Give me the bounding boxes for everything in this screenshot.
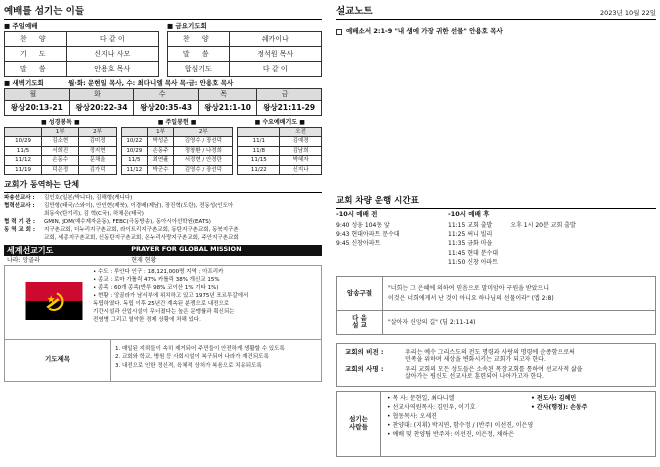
bulletin-date: 2023년 10월 22일 [599,8,656,17]
mission-country-row: 나라: 앙골라 현재 현황 [4,256,322,266]
mission-detail [4,266,322,340]
schedule-tables: ■ 성경봉독 ■ 1부 2부 10/29 김소현 김미정 11/5 서희진 정지현 11/12 손동수 문채울 11/19 덕은정 김가덕 ■ 주일봉헌 ■ 1부 2부 10/22 박성준 김영수 / 장선덕 10/29 손동주 정창환 / 나경희 11/5 최연휼 서정현 / 안경란 11/12 박군수 김영수 / 장선덕 ■ 수요예배기도 ■ 오전 11/1 김예경 11/8 김남희 11/15 박혜자 11/22 신지나 [4,119,322,175]
partner-org-list: 파송선교사 : 김인호(일본/박니다), 김해형(케니다) 협력선교사 : 김만형(태국/스와이), 안인현(제북), 이경배(제남), 장진혁(도란), 전동성(인도아 최동숙(탄기리), 김 혁(C국), 하채은(태국) 협 력 기 관 : GMIN, JDM(예수제자운동), FEBC(극동방송), 동아시아선학원(EATS) 동 역 교 회 : 지구촌교회, 더누리지구촌교회, 라이트리지구촌교회, 동탄지구촌교회, 동북지구촌 교회, 세종지구촌교회, 신동탄지구촌교회, 온누리사랑지구촌교회, 주안지구촌교회 [4,194,239,242]
bus-schedule: -10시 예배 전 9:40 성웅 104동 앞 9:43 현대아파트 문수대 9:45 신창아파트 -10시 예배 후 11:15 교회 출발 오후 1시 20분 교회 출발 11:25 써니 빌리 11:35 금화 마을 11:45 현대 분수대 11:50 신창 아파트 [336,210,576,266]
dawn-prayer-table: 월 화 수 목 금 왕상20:13-21 왕상20:22-34 왕상20:35-43 왕상21:1-10 왕상21:11-29 [4,88,322,116]
friday-prayer-table: 찬 양 쉐카이나 말 씀 정석원 목사 합심기도 다 같 이 [167,31,322,77]
mission-facts: • 수도 : 루안다 인구 : 18,121,000명 지역 : 아프리카 • 종교 : 로마 가톨릭 47% 카톨릭 38% 개신교 15% • 종족 : 60개 종족(반투 98% 코이산 1% 기타 1%) • 현황 : 앙골라가 남서부에 위치하고 있고 1975년 포르투갈에서 독립하였다. 독립 이후 25년간 계속된 분쟁으로 내전으로 기간시설과 산업시설이 무너졌다는 높은 문맹률과 획신되는 전염병 그리고 열악한 경제 상황에 처해 있다. [93,268,249,324]
sermon-line: 예배소서 2:1-9 "내 생에 가장 귀한 선물" 안용호 목사 [336,28,656,36]
offering-table: 1부 2부 10/22 박성준 김영수 / 장선덕 10/29 손동주 정창환 / 나경희 11/5 최연휼 서정현 / 안경란 11/12 박군수 김영수 / 장선덕 [121,127,234,175]
wednesday-prayer-table: 오전 11/1 김예경 11/8 김남희 11/15 박혜자 11/22 신지나 [237,127,322,175]
sermon-note-header: 설교노트 2023년 10월 22일 [336,6,656,20]
bus-schedule-section [336,196,656,457]
serving-people: 섬기는 사람들 • 목 사: 문현일, 최다니엘 • 선교사역원목사: 김민우, 이기호 • 협동목사: 오세진 • 찬양대: (지휘) 박지연, 함수정 / (반주) 이선진, 이은영 • 예배 및 찬양팀 반주자: 이선진, 이은정, 채하은 • 전도사: 김혜민 • 간사(행정): 손동주 [336,391,656,457]
dawn-prayer-header: ■ 새벽기도회 월·화: 문현일 목사, 수: 최다니엘 목사 목·금: 안용호 목사 [4,79,234,88]
sunday-service-title: ■ 주일예배 [4,22,38,31]
bus-schedule-title: 교회 차량 운행 시간표 [336,196,656,209]
church-vision: 교회의 비전 : 우리는 예수 그리스도의 전도 명령과 사랑의 명령에 순종함으로써 민족을 위하며 세상을 변화시키는 교회가 되고자 한다. 교회의 사명 : 우리 교회의 모든 성도들은 소속된 목장교회를 통하여 선교사적 삶을 살아가는 평신도 선교사로 훈련되어 나아가고자 한다. [336,343,656,387]
right-page [336,6,656,36]
sunday-service-table: 찬 양 다 같 이 기 도 신지나 사모 말 씀 안용호 목사 [4,31,159,77]
verse-table: 암송구절 "너희는 그 은혜에 의하여 믿음으로 말미암아 구원을 받았으니 이것은 너희에게서 난 것이 아니요 하나님의 선물이라" (엡 2:8) 다 음 설 교 "살아자 신앙의 길" (딤 2:11-14) [336,276,656,335]
checkbox-icon [336,29,342,35]
left-page [4,6,322,382]
angola-flag-icon [25,282,83,320]
section-title-worship-servers: 예배를 섬기는 이들 [4,6,322,20]
mission-prayer: 기도제목 1. 매일된 지뢰들이 속히 제거되어 주민들이 안전하게 생활할 수 있도록 2. 교회와 학교, 병원 등 사회시설이 복구되어 나라가 재건되도록 3. 내전으로 인한 정신적, 육체적 상처가 복음으로 치유되도록 [4,340,322,382]
friday-prayer-title: ■ 금요기도회 [167,22,207,31]
partner-org-title: 교회가 동역하는 단체 [4,180,322,193]
mission-bar: 세계선교기도 PRAYER FOR GLOBAL MISSION [4,245,322,256]
bible-reading-table: 1부 2부 10/29 김소현 김미정 11/5 서희진 정지현 11/12 손동수 문채울 11/19 덕은정 김가덕 [4,127,117,175]
